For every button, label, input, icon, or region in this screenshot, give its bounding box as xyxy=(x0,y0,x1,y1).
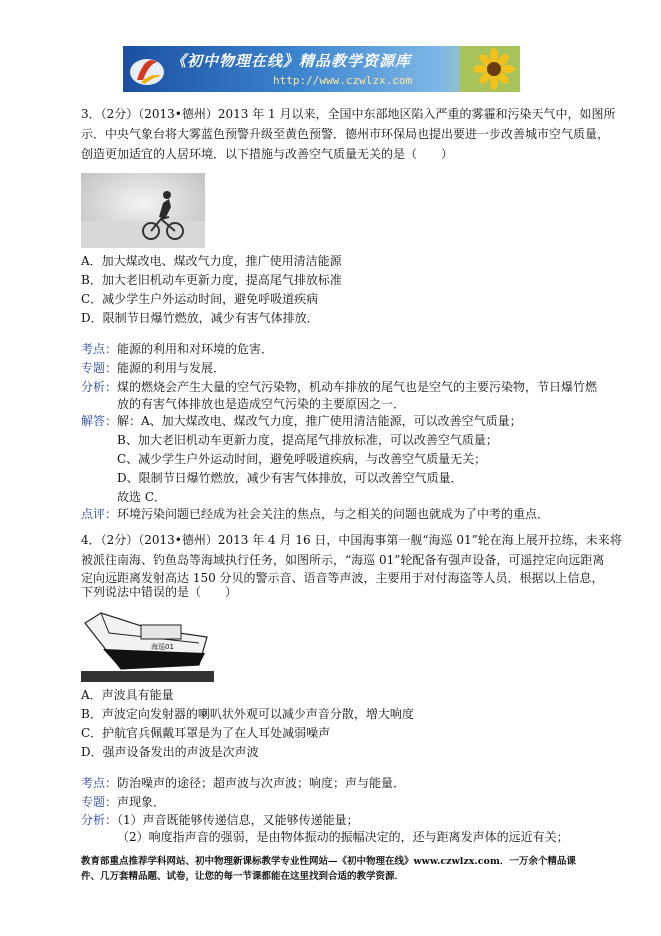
q3-kaodian xyxy=(81,339,581,359)
q4-option-a: A．声波具有能量 xyxy=(81,688,174,702)
q3-option-a: A．加大煤改电、煤改气力度，推广使用清洁能源 xyxy=(81,254,342,268)
sunflower-icon xyxy=(460,46,520,92)
q4-option-d: D．强声设备发出的声波是次声波 xyxy=(81,745,259,759)
q3-jieda xyxy=(81,411,581,431)
kaodian-label: 考点： xyxy=(81,342,118,356)
kaodian-label: 考点： xyxy=(81,776,118,790)
fenxi-label: 分析： xyxy=(81,380,118,394)
header-banner xyxy=(123,46,520,92)
q4-zhuanti xyxy=(81,792,581,812)
q3-jieda-line: C、减少学生户外运动时间，避免呼吸道疾病，与改善空气质量无关； xyxy=(117,452,487,466)
ship-hull-text: 海巡01 xyxy=(151,643,174,651)
footer-line: 教育部重点推荐学科网站、初中物理新课标教学专业性网站—《初中物理在线》www.czwlzx.com．一万余个精品课 xyxy=(81,856,576,867)
header-url[interactable]: http://www.czwlzx.com xyxy=(273,74,413,87)
kaodian-text: 能源的利用和对环境的危害． xyxy=(117,342,274,356)
q3-jieda-line: D、限制节日爆竹燃放，减少有害气体排放，可以改善空气质量． xyxy=(117,471,463,485)
q4-kaodian xyxy=(81,773,581,793)
q4-option-c: C．护航官兵佩戴耳罩是为了在人耳处减弱噪声 xyxy=(81,726,331,740)
q3-dianping xyxy=(81,504,581,524)
q3-stem-line: 3．（2分）（2013•德州）2013 年 1 月以来，全国中东部地区陷入严重的雾霾和污染天气中，如图所 xyxy=(81,107,616,121)
q4-option-b: B．声波定向发射器的喇叭状外观可以减少声音分散，增大响度 xyxy=(81,707,414,721)
q4-stem-line: 被派往南海、钓鱼岛等海域执行任务，如图所示，“海巡 01”轮配备有强声设备，可遥控定向远距离 xyxy=(81,553,605,567)
zhuanti-label: 专题： xyxy=(81,795,118,809)
q3-fenxi-line: 放的有害气体排放也是造成空气污染的主要原因之一． xyxy=(117,397,406,411)
q4-stem-line: 下列说法中错误的是（ ） xyxy=(81,585,238,599)
q3-option-b: B．加大老旧机动车更新力度，提高尾气排放标准 xyxy=(81,273,342,287)
page-footer xyxy=(81,854,581,884)
ship-haixun01-image xyxy=(81,603,214,682)
q3-zhuanti xyxy=(81,358,581,378)
zhuanti-text: 声现象． xyxy=(117,795,166,809)
footer-line: 件、几万套精品题、试卷，让您的每一节课都能在这里找到合适的教学资源． xyxy=(81,871,405,882)
kaodian-text: 防治噪声的途径；超声波与次声波；响度；声与能量． xyxy=(117,776,406,790)
fenxi-text: 煤的燃烧会产生大量的空气污染物，机动车排放的尾气也是空气的主要污染物，节日爆竹燃 xyxy=(117,380,598,394)
q3-stem-line: 创造更加适宜的人居环境．以下措施与改善空气质量无关的是（ ） xyxy=(81,147,454,161)
q3-answer: 故选 C． xyxy=(117,490,166,504)
dianping-text: 环境污染问题已经成为社会关注的焦点，与之相关的问题也就成为了中考的重点． xyxy=(117,507,550,521)
foggy-cyclist-image xyxy=(81,173,205,248)
jieda-text: 解：A、加大煤改电、煤改气力度，推广使用清洁能源，可以改善空气质量； xyxy=(117,414,522,428)
site-logo-icon xyxy=(127,50,167,88)
q4-fenxi-line: （2）响度指声音的强弱，是由物体振动的振幅决定的，还与距离发声体的远近有关； xyxy=(117,830,569,844)
q3-stem-line: 示．中央气象台将大雾蓝色预警升级至黄色预警．德州市环保局也提出要进一步改善城市空气质量， xyxy=(81,127,610,141)
header-title: 《初中物理在线》精品教学资源库 xyxy=(171,52,412,70)
zhuanti-text: 能源的利用与发展． xyxy=(117,361,226,375)
q4-stem-line: 定向远距离发射高达 150 分贝的警示音、语音等声波，主要用于对付海盗等人员．根据以上信息， xyxy=(81,571,604,585)
fenxi-label: 分析： xyxy=(81,813,118,827)
fenxi-text: （1）声音既能够传递信息，又能够传递能量； xyxy=(117,813,359,827)
zhuanti-label: 专题： xyxy=(81,361,118,375)
q3-jieda-line: B、加大老旧机动车更新力度，提高尾气排放标准，可以改善空气质量； xyxy=(117,433,498,447)
q3-option-c: C．减少学生户外运动时间，避免呼吸道疾病 xyxy=(81,292,319,306)
jieda-label: 解答： xyxy=(81,414,118,428)
q3-option-d: D．限制节日爆竹燃放，减少有害气体排放． xyxy=(81,311,319,325)
dianping-label: 点评： xyxy=(81,507,118,521)
q4-stem-line: 4．（2分）（2013•德州）2013 年 4 月 16 日，中国海事第一舰“海巡 01”轮在海上展开拉练，未来将 xyxy=(81,533,622,547)
